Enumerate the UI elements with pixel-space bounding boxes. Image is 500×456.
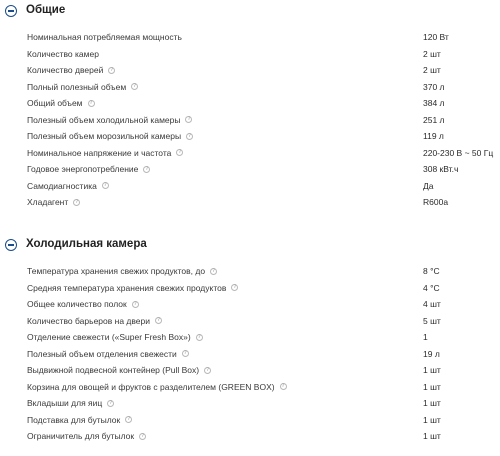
question-circle-icon[interactable] <box>280 383 287 390</box>
spec-value: 1 <box>423 332 428 342</box>
question-circle-icon[interactable] <box>186 133 193 140</box>
question-circle-icon[interactable] <box>132 301 139 308</box>
section-fridge-header[interactable] <box>0 236 500 256</box>
spec-value: 1 шт <box>423 414 441 425</box>
section-fridge <box>0 236 500 441</box>
spec-label: Средняя температура хранения свежих продуктов? <box>27 280 238 297</box>
spec-value: 8 °С <box>423 266 440 276</box>
spec-value: 1 шт <box>423 381 441 392</box>
spec-row <box>0 280 500 297</box>
spec-row <box>0 112 500 129</box>
spec-row <box>0 62 500 79</box>
spec-label: Общее количество полок? <box>27 296 139 313</box>
spec-value: 384 л <box>423 98 445 108</box>
spec-value: 308 кВт.ч <box>423 164 459 174</box>
spec-value: 1 шт <box>423 398 441 408</box>
spec-label: Номинальная потребляемая мощность <box>27 32 182 42</box>
spec-value: Да <box>423 180 434 191</box>
spec-value: R600a <box>423 197 449 207</box>
question-circle-icon[interactable] <box>210 268 217 275</box>
spec-value: 220-230 В ~ 50 Гц <box>423 147 494 158</box>
spec-label: Хладагент? <box>27 194 80 211</box>
minus-circle-icon[interactable] <box>5 5 17 17</box>
question-circle-icon[interactable] <box>108 67 115 74</box>
question-circle-icon[interactable] <box>204 367 211 374</box>
spec-label: Количество дверей? <box>27 62 115 79</box>
spec-label: Годовое энергопотребление? <box>27 161 150 178</box>
spec-label: Корзина для овощей и фруктов с разделителем (GREEN BOX)? <box>27 379 287 396</box>
spec-row <box>0 329 500 346</box>
question-circle-icon[interactable] <box>231 284 238 291</box>
question-circle-icon[interactable] <box>143 166 150 173</box>
spec-value: 1 шт <box>423 431 441 441</box>
spec-row <box>0 194 500 211</box>
spec-value: 19 л <box>423 348 440 359</box>
spec-row <box>0 79 500 96</box>
spec-row <box>0 313 500 330</box>
question-circle-icon[interactable] <box>107 400 114 407</box>
section-general <box>0 2 500 207</box>
spec-row <box>0 412 500 429</box>
spec-label: Полезный объем морозильной камеры? <box>27 128 193 145</box>
spec-row <box>0 29 500 46</box>
spec-label: Самодиагностика? <box>27 178 109 195</box>
spec-value: 2 шт <box>423 65 441 75</box>
spec-row <box>0 296 500 313</box>
section-general-header[interactable] <box>0 2 500 22</box>
spec-label: Вкладыши для яиц? <box>27 395 114 412</box>
question-circle-icon[interactable] <box>125 416 132 423</box>
spec-label: Количество камер <box>27 48 99 59</box>
spec-row <box>0 379 500 396</box>
spec-label: Общий объем? <box>27 95 95 112</box>
spec-value: 251 л <box>423 114 445 125</box>
spec-label: Количество барьеров на двери? <box>27 313 162 330</box>
spec-value: 120 Вт <box>423 32 449 42</box>
question-circle-icon[interactable] <box>176 149 183 156</box>
spec-label: Полный полезный объем? <box>27 79 138 96</box>
spec-value: 4 °С <box>423 282 440 293</box>
spec-label: Номинальное напряжение и частота? <box>27 145 183 162</box>
spec-value: 119 л <box>423 131 444 141</box>
spec-value: 370 л <box>423 81 445 92</box>
spec-value: 2 шт <box>423 48 441 59</box>
spec-label: Температура хранения свежих продуктов, до? <box>27 263 217 280</box>
spec-row <box>0 95 500 112</box>
question-circle-icon[interactable] <box>155 317 162 324</box>
spec-label: Отделение свежести («Super Fresh Box»)? <box>27 329 203 346</box>
spec-value: 4 шт <box>423 299 441 309</box>
minus-circle-icon[interactable] <box>5 239 17 251</box>
spec-row <box>0 161 500 178</box>
spec-label: Полезный объем отделения свежести? <box>27 346 189 363</box>
section-general-title: Общие <box>26 4 66 16</box>
spec-row <box>0 346 500 363</box>
spec-row <box>0 362 500 379</box>
question-circle-icon[interactable] <box>185 116 192 123</box>
spec-label: Ограничитель для бутылок? <box>27 428 146 445</box>
spec-label: Выдвижной подвесной контейнер (Pull Box)? <box>27 362 211 379</box>
section-fridge-title: Холодильная камера <box>26 238 147 250</box>
spec-label: Полезный объем холодильной камеры? <box>27 112 192 129</box>
question-circle-icon[interactable] <box>131 83 138 90</box>
spec-row <box>0 145 500 162</box>
spec-value: 1 шт <box>423 365 441 375</box>
spec-row <box>0 428 500 445</box>
question-circle-icon[interactable] <box>196 334 203 341</box>
spec-label: Подставка для бутылок? <box>27 412 132 429</box>
spec-row <box>0 128 500 145</box>
spec-row <box>0 46 500 63</box>
spec-row <box>0 263 500 280</box>
section-fridge-rows <box>0 263 500 445</box>
question-circle-icon[interactable] <box>102 182 109 189</box>
question-circle-icon[interactable] <box>139 433 146 440</box>
question-circle-icon[interactable] <box>73 199 80 206</box>
spec-value: 5 шт <box>423 315 441 326</box>
section-general-rows <box>0 29 500 211</box>
question-circle-icon[interactable] <box>182 350 189 357</box>
spec-row <box>0 395 500 412</box>
question-circle-icon[interactable] <box>88 100 95 107</box>
spec-row <box>0 178 500 195</box>
